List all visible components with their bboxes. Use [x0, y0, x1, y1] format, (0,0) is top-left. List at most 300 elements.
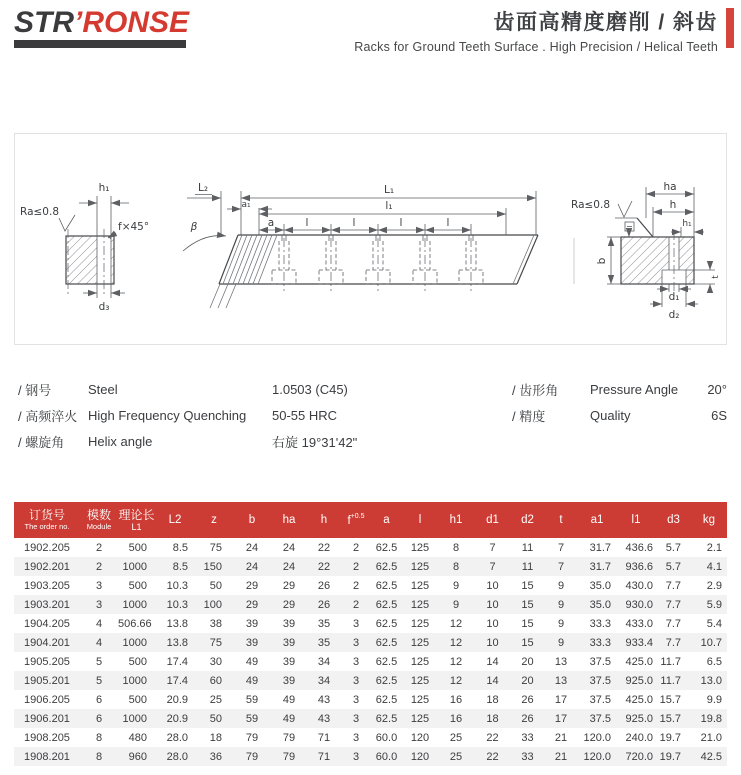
page-title: 齿面高精度磨削 / 斜齿 [493, 11, 718, 34]
table-cell: 31.7 [589, 541, 611, 554]
table-cell: 4 [95, 617, 103, 630]
table-cell: 2 [95, 560, 103, 573]
spec-value: 50-55 HRC [272, 407, 338, 423]
dim-label-ha: ha [663, 181, 677, 193]
left-section-view [20, 182, 149, 313]
table-cell: 936.6 [625, 560, 653, 573]
dim-label-h1-left: h₁ [98, 182, 110, 194]
col-header-L1: 理论长 L1 [118, 502, 155, 538]
table-row [14, 595, 727, 614]
table-row [14, 747, 727, 766]
table-cell: 9 [452, 579, 460, 592]
table-cell: 26 [317, 598, 331, 611]
table-cell: 960 [128, 750, 147, 763]
table-cell: 15 [521, 598, 534, 611]
table-cell: 43 [317, 693, 331, 706]
table-cell: 125 [410, 674, 430, 687]
table-cell: 37.5 [589, 693, 611, 706]
col-header-kg: kg [691, 502, 727, 538]
table-cell: 1905.205 [24, 655, 70, 668]
col-header-l1: l1 [616, 502, 656, 538]
logo-text-ronse: RONSE [82, 6, 190, 39]
table-cell: 29 [282, 598, 296, 611]
table-cell: 60.0 [375, 731, 398, 744]
table-cell: 59 [245, 693, 259, 706]
table-cell: 37.5 [589, 674, 611, 687]
table-cell: 24 [245, 560, 259, 573]
spec-label-zh: / 精度 [512, 408, 546, 424]
table-cell: 50 [209, 579, 222, 592]
col-header-b: b [233, 502, 271, 538]
table-cell: 1903.201 [24, 598, 70, 611]
dim-label-a: a [267, 217, 275, 229]
table-cell: 436.6 [625, 541, 653, 554]
right-section-view [571, 181, 721, 321]
table-row [14, 709, 727, 728]
rack-side-view [183, 182, 538, 308]
table-cell: 12 [449, 636, 463, 649]
dim-label-ra-right: Ra≤0.8 [571, 199, 610, 211]
spec-label-en: Steel [88, 381, 118, 397]
table-cell: 18 [486, 693, 499, 706]
table-cell: 49 [282, 712, 296, 725]
spec-label-en: Pressure Angle [590, 381, 679, 397]
table-cell: 15 [521, 617, 534, 630]
table-row [14, 538, 727, 557]
table-cell: 120 [410, 750, 430, 763]
table-cell: 13.8 [166, 636, 188, 649]
table-cell: 1906.201 [24, 712, 70, 725]
table-cell: 9 [557, 579, 565, 592]
table-cell: 14 [486, 674, 499, 687]
table-cell: 10.3 [166, 598, 188, 611]
table-cell: 34 [317, 674, 331, 687]
col-header-t: t [544, 502, 578, 538]
table-cell: 1906.205 [24, 693, 70, 706]
table-cell: 35.0 [589, 579, 611, 592]
table-cell: 25 [209, 693, 222, 706]
table-cell: 33 [521, 731, 534, 744]
table-cell: 33.3 [589, 617, 611, 630]
table-cell: 9.9 [706, 693, 722, 706]
table-cell: 500 [128, 693, 147, 706]
table-cell: 4 [95, 636, 103, 649]
spec-label-en: High Frequency Quenching [88, 407, 247, 423]
dim-label-L1: L₁ [383, 184, 395, 196]
table-cell: 39 [245, 617, 259, 630]
table-cell: 71 [317, 731, 331, 744]
table-cell: 62.5 [375, 541, 398, 554]
table-cell: 11.7 [660, 655, 681, 668]
table-cell: 62.5 [375, 598, 398, 611]
table-cell: 2 [352, 579, 360, 592]
table-cell: 20 [521, 655, 534, 668]
logo-text-str: STR [14, 6, 74, 39]
table-cell: 28.0 [166, 750, 188, 763]
spec-label-zh: / 高频淬火 [18, 408, 78, 424]
table-cell: 8 [452, 560, 460, 573]
table-row [14, 671, 727, 690]
table-cell: 3 [352, 674, 360, 687]
spec-row-pressure-angle [512, 376, 727, 402]
dim-label-beta: β [190, 221, 198, 233]
table-cell: 26 [317, 579, 331, 592]
table-cell: 20.9 [166, 693, 188, 706]
table-cell: 430.0 [625, 579, 653, 592]
table-cell: 62.5 [375, 560, 398, 573]
dim-label-d1: d₁ [668, 291, 680, 303]
table-row [14, 652, 727, 671]
table-cell: 39 [282, 674, 296, 687]
table-cell: 31.7 [589, 560, 611, 573]
table-cell: 1000 [122, 636, 147, 649]
table-cell: 10 [486, 617, 499, 630]
table-cell: 8 [95, 731, 103, 744]
table-cell: 11 [521, 541, 534, 554]
table-cell: 6 [95, 712, 103, 725]
company-logo [14, 6, 189, 39]
spec-value: 6S [711, 407, 727, 423]
table-cell: 49 [282, 693, 296, 706]
table-cell: 125 [410, 617, 430, 630]
table-cell: 8.5 [172, 560, 188, 573]
table-cell: 24 [282, 541, 296, 554]
table-cell: 125 [410, 693, 430, 706]
table-cell: 125 [410, 579, 430, 592]
table-cell: 79 [282, 731, 296, 744]
col-header-order-no: 订货号 The order no. [14, 502, 80, 538]
table-cell: 39 [282, 655, 296, 668]
table-cell: 39 [245, 636, 259, 649]
table-cell: 19.7 [659, 731, 681, 744]
table-cell: 75 [209, 636, 222, 649]
table-cell: 120.0 [583, 731, 611, 744]
spec-row-quenching [18, 402, 488, 428]
table-cell: 75 [209, 541, 222, 554]
spec-row-steel [18, 376, 488, 402]
table-cell: 1905.201 [24, 674, 70, 687]
table-cell: 7.7 [665, 579, 681, 592]
table-cell: 3 [352, 636, 360, 649]
spec-value: 1.0503 (C45) [272, 381, 348, 397]
table-cell: 62.5 [375, 655, 398, 668]
table-cell: 10 [486, 598, 499, 611]
col-header-d2: d2 [511, 502, 544, 538]
table-cell: 79 [282, 750, 296, 763]
table-cell: 22 [486, 750, 499, 763]
table-cell: 49 [245, 655, 259, 668]
table-cell: 49 [245, 674, 259, 687]
table-cell: 11 [521, 560, 534, 573]
table-cell: 24 [245, 541, 259, 554]
table-cell: 12 [449, 617, 463, 630]
table-cell: 34 [317, 655, 331, 668]
table-row [14, 690, 727, 709]
table-cell: 13.8 [166, 617, 188, 630]
table-cell: 42.5 [700, 750, 722, 763]
table-row [14, 728, 727, 747]
table-header [14, 502, 727, 538]
table-cell: 1902.205 [24, 541, 70, 554]
table-cell: 62.5 [375, 674, 398, 687]
table-cell: 8 [95, 750, 103, 763]
table-cell: 125 [410, 541, 430, 554]
table-cell: 15 [521, 636, 534, 649]
table-cell: 35 [317, 617, 331, 630]
table-cell: 433.0 [625, 617, 653, 630]
specs-section-left [18, 376, 488, 454]
table-cell: 4.1 [706, 560, 722, 573]
table-cell: 9 [557, 598, 565, 611]
dim-label-l: l [446, 217, 450, 229]
table-cell: 9 [452, 598, 460, 611]
table-cell: 62.5 [375, 636, 398, 649]
table-cell: 13 [554, 674, 568, 687]
table-cell: 17.4 [166, 674, 188, 687]
table-cell: 5.7 [665, 560, 681, 573]
table-cell: 25 [449, 750, 463, 763]
table-cell: 7.7 [665, 636, 681, 649]
table-cell: 60 [209, 674, 222, 687]
table-cell: 7.7 [665, 617, 681, 630]
table-row [14, 633, 727, 652]
dim-label-h1-right: h₁ [682, 219, 692, 229]
table-cell: 120 [410, 731, 430, 744]
table-cell: 2.1 [706, 541, 722, 554]
table-cell: 150 [203, 560, 222, 573]
spec-label-en: Helix angle [88, 433, 153, 449]
table-cell: 37.5 [589, 712, 611, 725]
technical-drawing [14, 133, 727, 345]
table-cell: 12 [449, 655, 463, 668]
table-cell: 62.5 [375, 712, 398, 725]
table-cell: 1908.205 [24, 731, 70, 744]
tooth-ticks [282, 235, 473, 241]
table-cell: 7 [489, 541, 496, 554]
dim-label-d3: d₃ [98, 301, 110, 313]
logo-underline [14, 40, 186, 48]
table-cell: 6 [95, 693, 103, 706]
table-cell: 930.0 [625, 598, 653, 611]
dim-label-f45: f×45° [118, 221, 150, 233]
table-cell: 18 [209, 731, 222, 744]
dim-label-l: l [352, 217, 356, 229]
col-header-h1: h1 [438, 502, 474, 538]
table-cell: 925.0 [625, 674, 653, 687]
table-cell: 3 [352, 731, 360, 744]
table-cell: 5 [95, 674, 103, 687]
spec-label-en: Quality [590, 407, 631, 423]
spec-row-helix-angle [18, 428, 488, 454]
table-cell: 2 [95, 541, 103, 554]
table-cell: 3 [95, 598, 103, 611]
table-cell: 2.9 [706, 579, 722, 592]
col-header-d3: d3 [656, 502, 691, 538]
table-cell: 240.0 [625, 731, 653, 744]
spec-label-zh: / 齿形角 [512, 382, 559, 398]
table-cell: 10.7 [700, 636, 722, 649]
table-cell: 11.7 [660, 674, 681, 687]
table-cell: 1904.201 [24, 636, 70, 649]
table-cell: 125 [410, 636, 430, 649]
table-cell: 2 [352, 541, 360, 554]
dim-label-a1-small: a₁ [241, 200, 251, 210]
table-cell: 10 [486, 636, 499, 649]
col-header-z: z [195, 502, 233, 538]
dim-label-L2: L₂ [197, 182, 209, 194]
table-cell: 5.4 [706, 617, 722, 630]
table-cell: 26 [521, 693, 534, 706]
table-cell: 1000 [122, 712, 147, 725]
table-cell: 2 [352, 560, 360, 573]
spec-value: 20° [707, 381, 727, 397]
table-cell: 29 [245, 579, 259, 592]
table-cell: 480 [128, 731, 147, 744]
table-cell: 3 [95, 579, 103, 592]
table-cell: 3 [352, 693, 360, 706]
dim-label-t: t [711, 275, 721, 279]
table-cell: 20 [521, 674, 534, 687]
table-cell: 720.0 [625, 750, 653, 763]
table-cell: 1904.205 [24, 617, 70, 630]
col-header-f: $f^{+0.5}$ [341, 502, 371, 538]
table-cell: 21 [554, 750, 568, 763]
dim-label-d2: d₂ [668, 309, 680, 321]
table-row [14, 614, 727, 633]
table-cell: 7 [557, 560, 565, 573]
mounting-holes [272, 241, 483, 284]
table-cell: 1902.201 [24, 560, 70, 573]
table-cell: 30 [209, 655, 222, 668]
table-cell: 933.4 [625, 636, 653, 649]
table-cell: 18 [486, 712, 499, 725]
col-header-h: h [307, 502, 341, 538]
table-cell: 22 [486, 731, 499, 744]
table-cell: 1000 [122, 560, 147, 573]
table-cell: 36 [209, 750, 222, 763]
table-cell: 50 [209, 712, 222, 725]
col-header-a1: a1 [578, 502, 616, 538]
table-cell: 21.0 [700, 731, 722, 744]
table-cell: 79 [245, 750, 259, 763]
spec-value: 右旋 19°31'42" [272, 434, 358, 450]
dim-label-l: l [305, 217, 309, 229]
table-cell: 25 [449, 731, 463, 744]
table-cell: 10.3 [166, 579, 188, 592]
table-cell: 33.3 [589, 636, 611, 649]
product-table [14, 502, 727, 766]
table-cell: 125 [410, 655, 430, 668]
table-cell: 9 [557, 617, 565, 630]
table-cell: 1000 [122, 674, 147, 687]
table-cell: 425.0 [625, 655, 653, 668]
table-cell: 925.0 [625, 712, 653, 725]
page-subtitle: Racks for Ground Teeth Surface . High Precision / Helical Teeth [354, 40, 718, 54]
table-cell: 17 [554, 712, 568, 725]
table-cell: 3 [352, 655, 360, 668]
table-cell: 8.5 [172, 541, 188, 554]
table-cell: 35.0 [589, 598, 611, 611]
table-cell: 19.7 [659, 750, 681, 763]
table-cell: 5.7 [665, 541, 681, 554]
drawing-svg [15, 134, 726, 344]
col-header-d1: d1 [474, 502, 511, 538]
table-cell: 14 [486, 655, 499, 668]
table-cell: 500 [128, 655, 147, 668]
table-row [14, 576, 727, 595]
col-header-l: l [402, 502, 438, 538]
table-cell: 38 [209, 617, 222, 630]
table-cell: 13.0 [700, 674, 722, 687]
table-cell: 15.7 [659, 712, 681, 725]
dim-label-l1-small: l₁ [385, 200, 393, 212]
table-cell: 506.66 [118, 617, 152, 630]
table-cell: 125 [410, 712, 430, 725]
table-cell: 7 [557, 541, 565, 554]
table-cell: 22 [317, 541, 331, 554]
dim-label-b: b [596, 257, 608, 265]
table-cell: 7 [489, 560, 496, 573]
table-body [14, 538, 727, 766]
table-cell: 3 [352, 750, 360, 763]
table-cell: 26 [521, 712, 534, 725]
table-cell: 100 [203, 598, 222, 611]
table-cell: 19.8 [700, 712, 722, 725]
table-cell: 15 [521, 579, 534, 592]
table-cell: 16 [449, 693, 463, 706]
table-cell: 2 [352, 598, 360, 611]
table-cell: 10 [486, 579, 499, 592]
table-cell: 20.9 [166, 712, 188, 725]
table-cell: 35 [317, 636, 331, 649]
table-cell: 33 [521, 750, 534, 763]
table-cell: 13 [554, 655, 568, 668]
table-cell: 120.0 [583, 750, 611, 763]
table-cell: 8 [452, 541, 460, 554]
col-header-L2: L2 [155, 502, 195, 538]
table-cell: 21 [554, 731, 568, 744]
table-cell: 29 [282, 579, 296, 592]
table-cell: 1903.205 [24, 579, 70, 592]
table-cell: 1000 [122, 598, 147, 611]
table-cell: 28.0 [166, 731, 188, 744]
col-header-module: 模数 Module [80, 502, 118, 538]
dim-label-l: l [399, 217, 403, 229]
page-title-block [354, 6, 718, 54]
table-cell: 500 [128, 579, 147, 592]
table-cell: 125 [410, 560, 430, 573]
table-cell: 17.4 [166, 655, 188, 668]
table-cell: 5 [95, 655, 103, 668]
table-cell: 1908.201 [24, 750, 70, 763]
table-cell: 5.9 [706, 598, 722, 611]
table-cell: 39 [282, 636, 296, 649]
table-cell: 22 [317, 560, 331, 573]
spec-label-zh: / 钢号 [18, 382, 52, 398]
table-cell: 43 [317, 712, 331, 725]
table-cell: 15.7 [659, 693, 681, 706]
hole-centerlines [284, 238, 471, 291]
table-cell: 71 [317, 750, 331, 763]
table-cell: 3 [352, 712, 360, 725]
table-cell: 9 [557, 636, 565, 649]
specs-section-right [512, 376, 727, 428]
dim-label-ra-left: Ra≤0.8 [20, 206, 59, 218]
table-cell: 3 [352, 617, 360, 630]
table-row [14, 557, 727, 576]
table-cell: 59 [245, 712, 259, 725]
table-cell: 17 [554, 693, 568, 706]
